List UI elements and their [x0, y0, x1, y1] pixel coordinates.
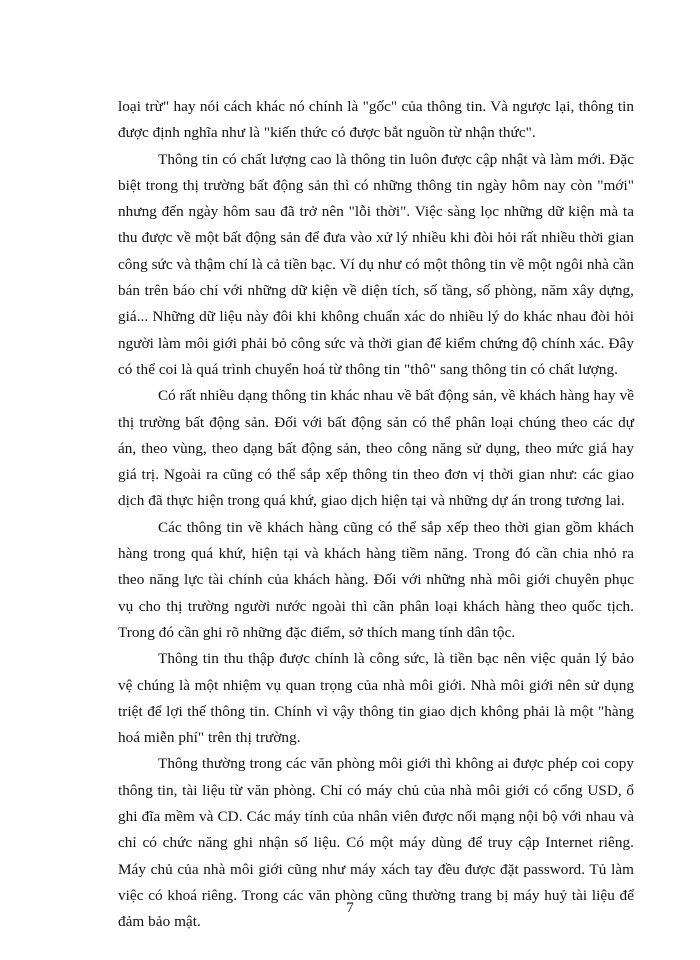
paragraph-office-security: Thông thường trong các văn phòng môi giới thì không ai được phép coi copy thông tin, tài liệu từ văn phòng. Chỉ có máy chủ của nhà môi giới có cổng USD, ổ ghi đĩa mềm và CD. Các máy tính của nhân viên được nối mạng nội bộ với nhau và chỉ có chức năng ghi nhận số liệu. Có một máy dùng để truy cập Internet riêng. Máy chủ của nhà môi giới cũng như máy xách tay đều được đặt password. Tủ làm việc có khoá riêng. Trong các văn phòng cũng thường trang bị máy huỷ tài liệu để đảm bảo mật. — [118, 755, 634, 931]
document-page — [118, 94, 634, 936]
paragraph-information-types: Có rất nhiều dạng thông tin khác nhau về bất động sản, về khách hàng hay về thị trường bất động sản. Đối với bất động sản có thể phân loại chúng theo các dự án, theo vùng, theo dạng bất động sản, theo công năng sử dụng, theo mức giá hay giá trị. Ngoài ra cũng có thể sắp xếp thông tin theo đơn vị thời gian như: các giao dịch đã thực hiện trong quá khứ, giao dịch hiện tại và những dự án trong tương lai. — [118, 387, 634, 510]
paragraph-customer-information: Các thông tin về khách hàng cũng có thể sắp xếp theo thời gian gồm khách hàng trong quá khứ, hiện tại và khách hàng tiềm năng. Trong đó cần chia nhỏ ra theo năng lực tài chính của khách hàng. Đối với những nhà môi giới chuyên phục vụ cho thị trường người nước ngoài thì cần phân loại khách hàng theo quốc tịch. Trong đó cần ghi rõ những đặc điểm, sở thích mang tính dân tộc. — [118, 518, 634, 641]
paragraph-continuation: loại trừ" hay nói cách khác nó chính là "gốc" của thông tin. Và ngược lại, thông tin được định nghĩa như là "kiến thức có được bắt nguồn từ nhận thức". — [118, 98, 634, 142]
paragraph-information-quality: Thông tin có chất lượng cao là thông tin luôn được cập nhật và làm mới. Đặc biệt trong thị trường bất động sản thì có những thông tin ngày hôm nay còn "mới" nhưng đến ngày hôm sau đã trở nên "lỗi thời". Việc sàng lọc những dữ kiện mà ta thu được về một bất động sản để đưa vào xử lý nhiều khi đòi hỏi rất nhiều thời gian công sức và thậm chí là cả tiền bạc. Ví dụ như có một thông tin về một ngôi nhà cần bán trên báo chí với những dữ kiện về diện tích, số tầng, số phòng, năm xây dựng, giá... Những dữ liệu này đôi khi không chuẩn xác do nhiều lý do khác nhau đòi hỏi người làm môi giới phải bỏ công sức và thời gian để kiểm chứng độ chính xác. Đây có thể coi là quá trình chuyển hoá từ thông tin "thô" sang thông tin có chất lượng. — [118, 150, 634, 378]
page-number: 7 — [346, 900, 354, 916]
paragraph-information-protection: Thông tin thu thập được chính là công sức, là tiền bạc nên việc quản lý bảo vệ chúng là một nhiệm vụ quan trọng của nhà môi giới. Nhà môi giới nên sử dụng triệt để lợi thế thông tin. Chính vì vậy thông tin giao dịch không phải là một "hàng hoá miễn phí" trên thị trường. — [118, 650, 634, 747]
